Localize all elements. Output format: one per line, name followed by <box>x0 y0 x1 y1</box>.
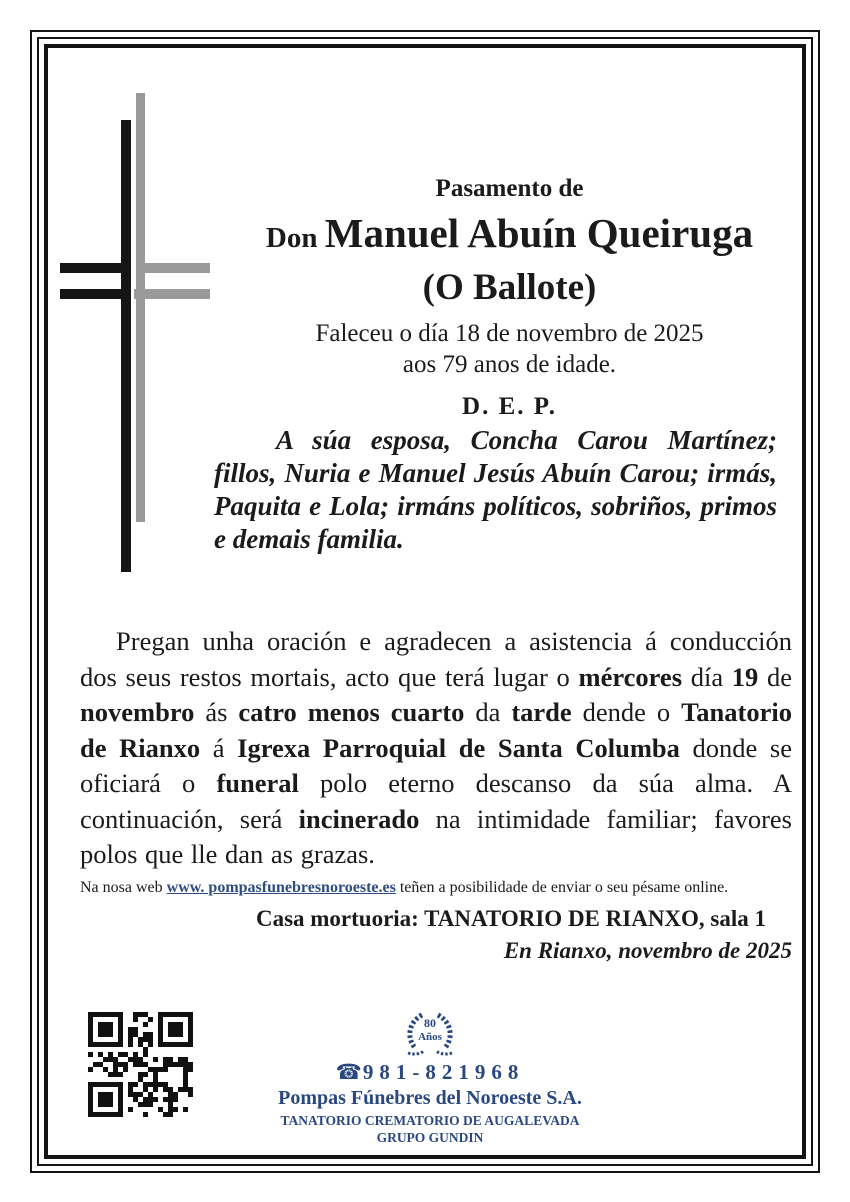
cross-vertical-gray <box>136 93 145 522</box>
crematorium-line: TANATORIO CREMATORIO DE AUGALEVADA <box>280 1113 580 1128</box>
cross-vertical-black <box>121 120 131 572</box>
anniversary-wreath-icon <box>398 1010 462 1058</box>
phone-line <box>336 1059 525 1085</box>
place-date-line: En Rianxo, novembro de 2025 <box>503 937 792 963</box>
header-section <box>222 176 797 421</box>
company-name: Pompas Fúnebres del Noroeste S.A. <box>278 1087 582 1109</box>
website-link[interactable]: www. pompasfunebresnoroeste.es <box>166 878 396 896</box>
pasamento-label: Pasamento de <box>435 175 584 202</box>
funeral-home-block <box>278 1010 582 1146</box>
mortuary-line: Casa mortuoria: TANATORIO DE RIANXO, sala 1 <box>255 905 767 931</box>
lower-text-block <box>80 624 792 965</box>
cross-arm-upper-black <box>60 263 131 273</box>
family-dedication: A súa esposa, Concha Carou Martínez; fillos, Nuria e Manuel Jesús Abuín Carou; irmás, Paquita e Lola; irmáns políticos, sobriños, primos e demais familia. <box>214 425 777 554</box>
group-line: GRUPO GUNDIN <box>376 1130 484 1145</box>
cross-arm-lower-black <box>60 289 124 299</box>
anniversary-number: 80 <box>424 1016 436 1030</box>
dep-abbreviation: D. E. P. <box>462 393 557 420</box>
deceased-full-name: Manuel Abuín Queiruga <box>324 210 754 256</box>
cross-arm-lower-gray <box>134 289 210 299</box>
website-line: Na nosa web www. pompasfunebresnoroeste.es teñen a posibilidade de enviar o seu pésame online. <box>80 878 729 896</box>
phone-icon: ☎ <box>335 1060 363 1084</box>
qr-code <box>88 1012 193 1117</box>
cross-arm-upper-gray <box>136 263 210 273</box>
anniversary-word: Años <box>418 1031 442 1043</box>
age-line: aos 79 anos de idade. <box>402 351 617 378</box>
honorific-don: Don <box>265 222 325 254</box>
phone-number: 981-821968 <box>362 1060 525 1084</box>
death-date-line: Faleceu o día 18 de novembro de 2025 <box>315 320 704 347</box>
announcement-paragraph: Pregan unha oración e agradecen a asistencia á conducción dos seus restos mortais, acto que terá lugar o mércores día 19 de novembro ás catro menos cuarto da tarde dende o Tanatorio de Rianxo á Igrexa Parroquial de Santa Columba donde se oficiará o funeral polo eterno descanso da súa alma. A continuación, será incinerado na intimidade familiar; favores polos que lle dan as grazas. <box>80 626 793 869</box>
alias-name: (O Ballote) <box>422 267 597 308</box>
deceased-name <box>222 210 797 266</box>
